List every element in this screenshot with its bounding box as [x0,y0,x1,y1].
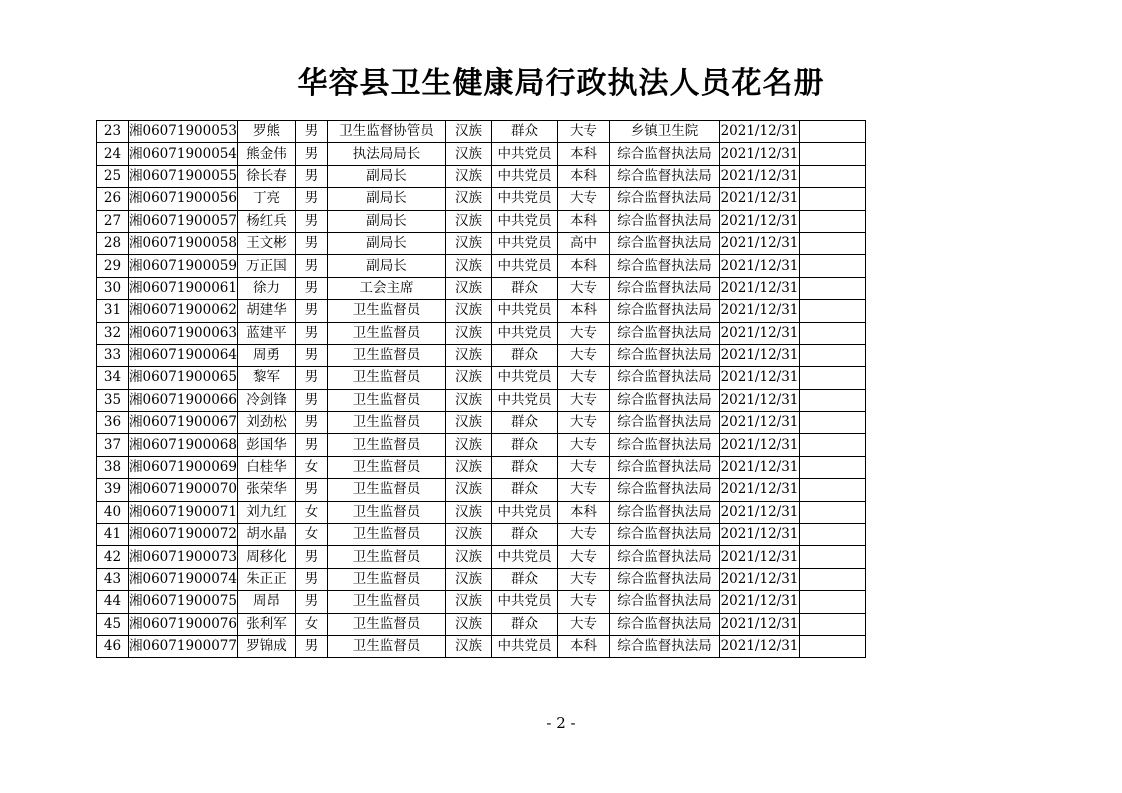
cert-number-cell: 湘06071900077 [129,635,238,657]
valid-until-cell: 2021/12/31 [719,613,799,635]
education-cell: 大专 [557,456,609,478]
remarks-cell [799,210,865,232]
ethnicity-cell: 汉族 [445,121,491,143]
ethnicity-cell: 汉族 [445,524,491,546]
position-cell: 卫生监督员 [327,635,445,657]
education-cell: 大专 [557,546,609,568]
ethnicity-cell: 汉族 [445,389,491,411]
cert-number-cell: 湘06071900055 [129,165,238,187]
remarks-cell [799,613,865,635]
work-unit-cell: 综合监督执法局 [609,501,719,523]
education-cell: 大专 [557,524,609,546]
name-cell: 黎军 [237,367,295,389]
work-unit-cell: 综合监督执法局 [609,434,719,456]
table-row [97,255,866,277]
position-cell: 工会主席 [327,277,445,299]
gender-cell: 女 [295,456,327,478]
ethnicity-cell: 汉族 [445,412,491,434]
political-status-cell: 群众 [491,121,557,143]
position-cell: 副局长 [327,255,445,277]
gender-cell: 男 [295,591,327,613]
gender-cell: 男 [295,232,327,254]
remarks-cell [799,524,865,546]
position-cell: 副局长 [327,232,445,254]
row-number-cell: 39 [97,479,129,501]
education-cell: 大专 [557,479,609,501]
gender-cell: 男 [295,143,327,165]
row-number-cell: 31 [97,300,129,322]
cert-number-cell: 湘06071900059 [129,255,238,277]
work-unit-cell: 综合监督执法局 [609,165,719,187]
cert-number-cell: 湘06071900075 [129,591,238,613]
position-cell: 卫生监督员 [327,591,445,613]
education-cell: 大专 [557,344,609,366]
political-status-cell: 中共党员 [491,165,557,187]
cert-number-cell: 湘06071900068 [129,434,238,456]
education-cell: 高中 [557,232,609,254]
cert-number-cell: 湘06071900071 [129,501,238,523]
work-unit-cell: 综合监督执法局 [609,613,719,635]
row-number-cell: 32 [97,322,129,344]
cert-number-cell: 湘06071900056 [129,188,238,210]
education-cell: 大专 [557,412,609,434]
valid-until-cell: 2021/12/31 [719,121,799,143]
education-cell: 大专 [557,568,609,590]
cert-number-cell: 湘06071900057 [129,210,238,232]
name-cell: 熊金伟 [237,143,295,165]
remarks-cell [799,568,865,590]
table-row [97,389,866,411]
row-number-cell: 43 [97,568,129,590]
remarks-cell [799,412,865,434]
remarks-cell [799,591,865,613]
gender-cell: 男 [295,121,327,143]
name-cell: 周昂 [237,591,295,613]
roster-body [97,121,866,658]
row-number-cell: 34 [97,367,129,389]
education-cell: 大专 [557,434,609,456]
work-unit-cell: 综合监督执法局 [609,232,719,254]
political-status-cell: 中共党员 [491,591,557,613]
ethnicity-cell: 汉族 [445,591,491,613]
political-status-cell: 中共党员 [491,635,557,657]
remarks-cell [799,434,865,456]
row-number-cell: 38 [97,456,129,478]
political-status-cell: 中共党员 [491,546,557,568]
cert-number-cell: 湘06071900061 [129,277,238,299]
work-unit-cell: 综合监督执法局 [609,188,719,210]
name-cell: 胡建华 [237,300,295,322]
political-status-cell: 中共党员 [491,232,557,254]
political-status-cell: 群众 [491,344,557,366]
work-unit-cell: 综合监督执法局 [609,344,719,366]
table-row [97,613,866,635]
position-cell: 卫生监督员 [327,322,445,344]
name-cell: 刘劲松 [237,412,295,434]
valid-until-cell: 2021/12/31 [719,389,799,411]
table-row [97,568,866,590]
table-row [97,524,866,546]
row-number-cell: 29 [97,255,129,277]
political-status-cell: 中共党员 [491,300,557,322]
position-cell: 卫生监督员 [327,412,445,434]
gender-cell: 女 [295,524,327,546]
position-cell: 卫生监督员 [327,524,445,546]
personnel-roster-table [96,120,866,658]
education-cell: 本科 [557,635,609,657]
table-row [97,121,866,143]
gender-cell: 男 [295,300,327,322]
gender-cell: 男 [295,188,327,210]
political-status-cell: 群众 [491,524,557,546]
name-cell: 刘九红 [237,501,295,523]
name-cell: 万正国 [237,255,295,277]
valid-until-cell: 2021/12/31 [719,412,799,434]
gender-cell: 男 [295,635,327,657]
valid-until-cell: 2021/12/31 [719,456,799,478]
position-cell: 副局长 [327,165,445,187]
work-unit-cell: 综合监督执法局 [609,277,719,299]
name-cell: 丁亮 [237,188,295,210]
valid-until-cell: 2021/12/31 [719,568,799,590]
name-cell: 王文彬 [237,232,295,254]
education-cell: 本科 [557,501,609,523]
table-row [97,344,866,366]
table-row [97,210,866,232]
valid-until-cell: 2021/12/31 [719,322,799,344]
position-cell: 卫生监督员 [327,479,445,501]
work-unit-cell: 综合监督执法局 [609,143,719,165]
valid-until-cell: 2021/12/31 [719,524,799,546]
education-cell: 大专 [557,277,609,299]
political-status-cell: 中共党员 [491,389,557,411]
education-cell: 本科 [557,165,609,187]
education-cell: 大专 [557,322,609,344]
table-row [97,501,866,523]
table-row [97,456,866,478]
work-unit-cell: 乡镇卫生院 [609,121,719,143]
cert-number-cell: 湘06071900073 [129,546,238,568]
remarks-cell [799,188,865,210]
position-cell: 副局长 [327,188,445,210]
table-row [97,434,866,456]
valid-until-cell: 2021/12/31 [719,277,799,299]
work-unit-cell: 综合监督执法局 [609,635,719,657]
valid-until-cell: 2021/12/31 [719,546,799,568]
ethnicity-cell: 汉族 [445,344,491,366]
ethnicity-cell: 汉族 [445,456,491,478]
gender-cell: 女 [295,501,327,523]
remarks-cell [799,300,865,322]
row-number-cell: 41 [97,524,129,546]
name-cell: 白桂华 [237,456,295,478]
work-unit-cell: 综合监督执法局 [609,546,719,568]
ethnicity-cell: 汉族 [445,210,491,232]
row-number-cell: 25 [97,165,129,187]
gender-cell: 男 [295,322,327,344]
name-cell: 张荣华 [237,479,295,501]
gender-cell: 男 [295,277,327,299]
gender-cell: 男 [295,389,327,411]
name-cell: 周移化 [237,546,295,568]
table-row [97,277,866,299]
document-title: 华容县卫生健康局行政执法人员花名册 [297,66,825,101]
work-unit-cell: 综合监督执法局 [609,367,719,389]
political-status-cell: 中共党员 [491,501,557,523]
valid-until-cell: 2021/12/31 [719,501,799,523]
position-cell: 卫生监督员 [327,501,445,523]
cert-number-cell: 湘06071900065 [129,367,238,389]
row-number-cell: 30 [97,277,129,299]
table-row [97,232,866,254]
work-unit-cell: 综合监督执法局 [609,322,719,344]
political-status-cell: 群众 [491,277,557,299]
gender-cell: 男 [295,165,327,187]
row-number-cell: 42 [97,546,129,568]
remarks-cell [799,479,865,501]
cert-number-cell: 湘06071900076 [129,613,238,635]
row-number-cell: 37 [97,434,129,456]
row-number-cell: 45 [97,613,129,635]
position-cell: 卫生监督员 [327,300,445,322]
ethnicity-cell: 汉族 [445,322,491,344]
cert-number-cell: 湘06071900062 [129,300,238,322]
ethnicity-cell: 汉族 [445,255,491,277]
political-status-cell: 群众 [491,568,557,590]
table-row [97,591,866,613]
ethnicity-cell: 汉族 [445,277,491,299]
table-row [97,322,866,344]
name-cell: 蓝建平 [237,322,295,344]
remarks-cell [799,121,865,143]
education-cell: 大专 [557,389,609,411]
position-cell: 执法局局长 [327,143,445,165]
gender-cell: 男 [295,546,327,568]
remarks-cell [799,143,865,165]
position-cell: 卫生监督员 [327,389,445,411]
education-cell: 大专 [557,121,609,143]
political-status-cell: 群众 [491,412,557,434]
page-number: - 2 - [546,714,576,732]
political-status-cell: 群众 [491,479,557,501]
position-cell: 副局长 [327,210,445,232]
row-number-cell: 27 [97,210,129,232]
valid-until-cell: 2021/12/31 [719,635,799,657]
position-cell: 卫生监督员 [327,344,445,366]
valid-until-cell: 2021/12/31 [719,188,799,210]
row-number-cell: 23 [97,121,129,143]
work-unit-cell: 综合监督执法局 [609,524,719,546]
gender-cell: 男 [295,210,327,232]
row-number-cell: 40 [97,501,129,523]
cert-number-cell: 湘06071900063 [129,322,238,344]
gender-cell: 男 [295,367,327,389]
valid-until-cell: 2021/12/31 [719,143,799,165]
table-row [97,635,866,657]
ethnicity-cell: 汉族 [445,479,491,501]
work-unit-cell: 综合监督执法局 [609,210,719,232]
work-unit-cell: 综合监督执法局 [609,568,719,590]
table-row [97,188,866,210]
position-cell: 卫生监督员 [327,568,445,590]
ethnicity-cell: 汉族 [445,546,491,568]
valid-until-cell: 2021/12/31 [719,210,799,232]
gender-cell: 女 [295,613,327,635]
ethnicity-cell: 汉族 [445,143,491,165]
row-number-cell: 44 [97,591,129,613]
remarks-cell [799,389,865,411]
education-cell: 本科 [557,210,609,232]
row-number-cell: 46 [97,635,129,657]
ethnicity-cell: 汉族 [445,232,491,254]
gender-cell: 男 [295,255,327,277]
row-number-cell: 36 [97,412,129,434]
education-cell: 大专 [557,591,609,613]
ethnicity-cell: 汉族 [445,501,491,523]
cert-number-cell: 湘06071900064 [129,344,238,366]
row-number-cell: 26 [97,188,129,210]
work-unit-cell: 综合监督执法局 [609,255,719,277]
name-cell: 杨红兵 [237,210,295,232]
education-cell: 大专 [557,613,609,635]
valid-until-cell: 2021/12/31 [719,367,799,389]
row-number-cell: 24 [97,143,129,165]
work-unit-cell: 综合监督执法局 [609,456,719,478]
work-unit-cell: 综合监督执法局 [609,389,719,411]
cert-number-cell: 湘06071900058 [129,232,238,254]
name-cell: 冷剑锋 [237,389,295,411]
ethnicity-cell: 汉族 [445,165,491,187]
political-status-cell: 中共党员 [491,188,557,210]
ethnicity-cell: 汉族 [445,635,491,657]
name-cell: 胡水晶 [237,524,295,546]
name-cell: 徐长春 [237,165,295,187]
table-row [97,479,866,501]
valid-until-cell: 2021/12/31 [719,591,799,613]
valid-until-cell: 2021/12/31 [719,434,799,456]
gender-cell: 男 [295,568,327,590]
name-cell: 罗锦成 [237,635,295,657]
table-row [97,143,866,165]
table-row [97,412,866,434]
cert-number-cell: 湘06071900054 [129,143,238,165]
education-cell: 本科 [557,143,609,165]
gender-cell: 男 [295,479,327,501]
political-status-cell: 中共党员 [491,143,557,165]
valid-until-cell: 2021/12/31 [719,344,799,366]
remarks-cell [799,456,865,478]
ethnicity-cell: 汉族 [445,568,491,590]
position-cell: 卫生监督员 [327,434,445,456]
name-cell: 周勇 [237,344,295,366]
row-number-cell: 35 [97,389,129,411]
remarks-cell [799,165,865,187]
gender-cell: 男 [295,344,327,366]
position-cell: 卫生监督员 [327,367,445,389]
remarks-cell [799,255,865,277]
valid-until-cell: 2021/12/31 [719,479,799,501]
name-cell: 张利军 [237,613,295,635]
education-cell: 本科 [557,300,609,322]
position-cell: 卫生监督员 [327,546,445,568]
education-cell: 本科 [557,255,609,277]
remarks-cell [799,635,865,657]
political-status-cell: 中共党员 [491,210,557,232]
row-number-cell: 33 [97,344,129,366]
work-unit-cell: 综合监督执法局 [609,300,719,322]
political-status-cell: 群众 [491,434,557,456]
political-status-cell: 中共党员 [491,367,557,389]
remarks-cell [799,322,865,344]
work-unit-cell: 综合监督执法局 [609,412,719,434]
cert-number-cell: 湘06071900069 [129,456,238,478]
work-unit-cell: 综合监督执法局 [609,591,719,613]
cert-number-cell: 湘06071900067 [129,412,238,434]
ethnicity-cell: 汉族 [445,300,491,322]
political-status-cell: 中共党员 [491,255,557,277]
remarks-cell [799,501,865,523]
ethnicity-cell: 汉族 [445,434,491,456]
cert-number-cell: 湘06071900066 [129,389,238,411]
political-status-cell: 群众 [491,613,557,635]
education-cell: 大专 [557,367,609,389]
table-row [97,165,866,187]
remarks-cell [799,546,865,568]
remarks-cell [799,232,865,254]
political-status-cell: 群众 [491,456,557,478]
name-cell: 彭国华 [237,434,295,456]
gender-cell: 男 [295,434,327,456]
gender-cell: 男 [295,412,327,434]
remarks-cell [799,277,865,299]
valid-until-cell: 2021/12/31 [719,165,799,187]
position-cell: 卫生监督员 [327,456,445,478]
position-cell: 卫生监督员 [327,613,445,635]
valid-until-cell: 2021/12/31 [719,300,799,322]
ethnicity-cell: 汉族 [445,188,491,210]
name-cell: 朱正正 [237,568,295,590]
table-row [97,300,866,322]
cert-number-cell: 湘06071900053 [129,121,238,143]
ethnicity-cell: 汉族 [445,367,491,389]
valid-until-cell: 2021/12/31 [719,255,799,277]
table-row [97,546,866,568]
name-cell: 徐力 [237,277,295,299]
work-unit-cell: 综合监督执法局 [609,479,719,501]
name-cell: 罗熊 [237,121,295,143]
cert-number-cell: 湘06071900074 [129,568,238,590]
position-cell: 卫生监督协管员 [327,121,445,143]
row-number-cell: 28 [97,232,129,254]
education-cell: 大专 [557,188,609,210]
ethnicity-cell: 汉族 [445,613,491,635]
political-status-cell: 中共党员 [491,322,557,344]
cert-number-cell: 湘06071900070 [129,479,238,501]
remarks-cell [799,367,865,389]
table-row [97,367,866,389]
cert-number-cell: 湘06071900072 [129,524,238,546]
remarks-cell [799,344,865,366]
valid-until-cell: 2021/12/31 [719,232,799,254]
